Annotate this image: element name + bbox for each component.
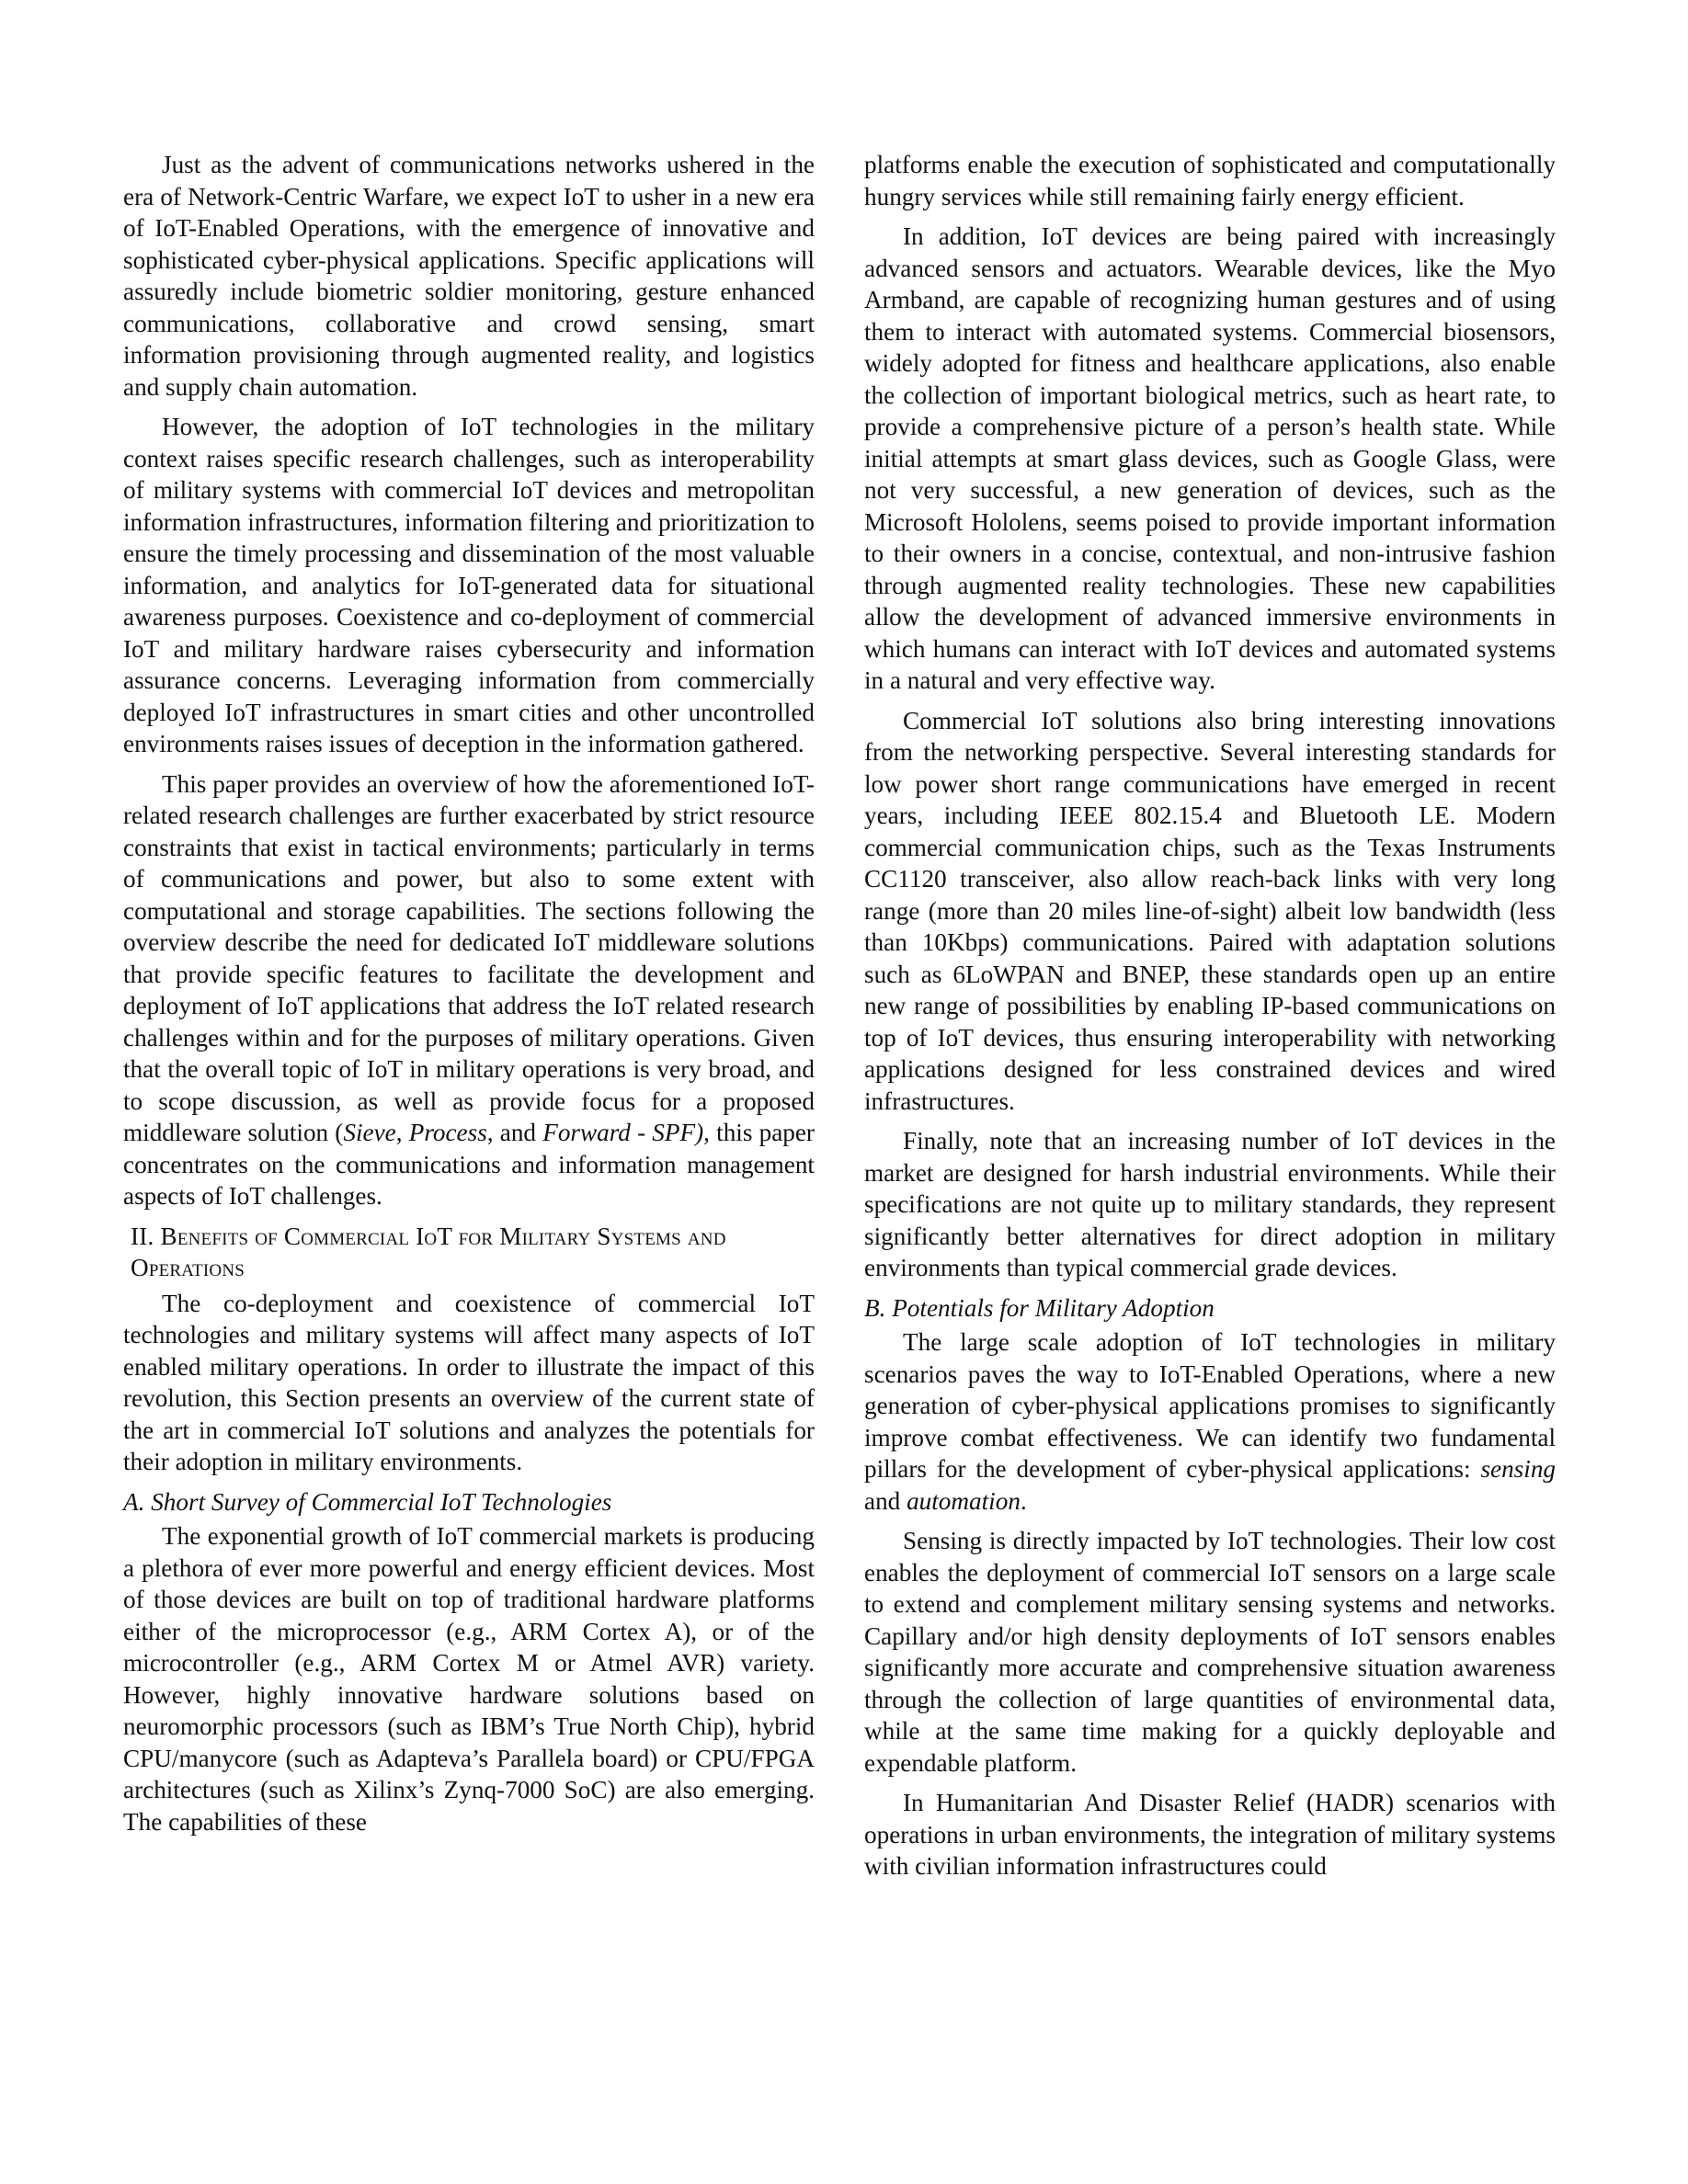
subsection-heading-short-survey: A. Short Survey of Commercial IoT Technologies [123, 1487, 612, 1516]
paragraph-sensors-actuators: In addition, IoT devices are being paired with increasingly advanced sensors and actuators. Wearable devices, like the Myo Armband, are capable of recognizing human gestures and of using them to interact with automated systems. Commercial biosensors, widely adopted for fitness and healthcare applications, also enable the collection of important biological metrics, such as heart rate, to provide a comprehensive picture of a person’s health state. While initial attempts at smart glass devices, such as Google Glass, were not very successful, a new generation of devices, such as the Microsoft Hololens, seems poised to provide important information to their owners in a concise, contextual, and non-intrusive fashion through augmented reality technologies. These new capabilities allow the development of advanced immersive environments in which humans can interact with IoT devices and automated systems in a natural and very effective way. [864, 222, 1556, 694]
paragraph-paper-overview [123, 768, 815, 1212]
paragraph-networking-perspective: Commercial IoT solutions also bring interesting innovations from the networking perspective. Several interesting standards for low power short range communications have emerged in recent years, including IEEE 802.15.4 and Bluetooth LE. Modern commercial communication chips, such as the Texas Instruments CC1120 transceiver, also allow reach-back links with very long range (more than 20 miles line-of-sight) albeit low bandwidth (less than 10Kbps) communications. Paired with adaptation solutions such as 6LoWPAN and BNEP, these standards open up an entire new range of possibilities by enabling IP-based communications on top of IoT devices, thus ensuring interoperability with networking applications designed for less constrained devices and wired infrastructures. [864, 706, 1556, 1115]
sieve-term: Sieve [343, 1119, 396, 1146]
paragraph-co-deployment: The co-deployment and coexistence of commercial IoT technologies and military systems will affect many aspects of IoT enabled military operations. In order to illustrate the impact of this revolution, this Section presents an overview of the current state of the art in commercial IoT solutions and analyzes the potentials for their adoption in military environments. [123, 1289, 815, 1475]
paper-overview-text-a: This paper provides an overview of how the aforementioned IoT-related research challenges are further exacerbated by strict resource constraints that exist in tactical environments; particularly in terms of communications and power, but also to some extent with computational and storage capabilities. The sections following the overview describe the need for dedicated IoT middleware solutions that provide specific features to facilitate the development and deployment of IoT applications that address the IoT related research challenges within and for the purposes of military operations. Given that the overall topic of IoT in military operations is very broad, and to scope discussion, as well as provide focus for a proposed middleware solution ( [123, 769, 815, 1146]
adoption-text: The large scale adoption of IoT technologies in military scenarios paves the way to IoT-Enabled Operations, where a new generation of cyber-physical applications promises to significantly improve combat effectiveness. We can identify two fundamental pillars for the development of cyber-physical applications: [864, 1328, 1556, 1483]
right-column [864, 149, 1556, 1891]
left-column [123, 149, 815, 1846]
process-term: Process [408, 1119, 487, 1146]
forward-term: Forward - SPF) [542, 1119, 704, 1146]
paragraph-research-challenges: However, the adoption of IoT technologies in the military context raises specific research challenges, such as interoperability of military systems with commercial IoT devices and metropolitan information infrastructures, information filtering and prioritization to ensure the timely processing and dissemination of the most valuable information, and analytics for IoT-generated data for situational awareness purposes. Coexistence and co-deployment of commercial IoT and military hardware raises cybersecurity and information assurance concerns. Leveraging information from commercially deployed IoT infrastructures in smart cities and other uncontrolled environments raises issues of deception in the information gathered. [123, 413, 815, 757]
paper-overview-text-b: , this paper concentrates on the communications and information management aspects of IoT challenges. [123, 1119, 815, 1210]
period-text: . [1020, 1486, 1027, 1515]
paragraph-platforms-continued: platforms enable the execution of sophisticated and computationally hungry services while still remaining fairly energy efficient. [864, 151, 1556, 210]
paragraph-exponential-growth: The exponential growth of IoT commercial markets is producing a plethora of ever more powerful and energy efficient devices. Most of those devices are built on top of traditional hardware platforms either of the microprocessor (e.g., ARM Cortex A), or of the microcontroller (e.g., ARM Cortex M or Atmel AVR) variety. However, highly innovative hardware solutions based on neuromorphic processors (such as IBM’s True North Chip), hybrid CPU/manycore (such as Adapteva’s Parallela board) or CPU/FPGA architectures (such as Xilinx’s Zynq-7000 SoC) are also emerging. The capabilities of these [123, 1522, 815, 1836]
comma-text: , [395, 1119, 409, 1146]
and-text: , and [486, 1119, 543, 1146]
section-heading-benefits: II. Benefits of Commercial IoT for Military Systems and Operations [131, 1222, 726, 1281]
paragraph-iot-enabled-operations: Just as the advent of communications networks ushered in the era of Network-Centric Warfare, we expect IoT to usher in a new era of IoT-Enabled Operations, with the emergence of innovative and sophisticated cyber-physical applications. Specific applications will assuredly include biometric soldier monitoring, gesture enhanced communications, collaborative and crowd sensing, smart information provisioning through augmented reality, and logistics and supply chain automation. [123, 151, 815, 401]
automation-term: automation [907, 1486, 1021, 1515]
sensing-term: sensing [1480, 1455, 1556, 1483]
subsection-heading-potentials: B. Potentials for Military Adoption [864, 1293, 1215, 1322]
and-text: and [864, 1486, 907, 1515]
paragraph-harsh-environments: Finally, note that an increasing number of IoT devices in the market are designed for harsh industrial environments. While their specifications are not quite up to military standards, they represent significantly better alternatives for direct adoption in military environments than typical commercial grade devices. [864, 1127, 1556, 1281]
paragraph-hadr-scenarios: In Humanitarian And Disaster Relief (HADR) scenarios with operations in urban environments, the integration of military systems with civilian information infrastructures could [864, 1789, 1556, 1880]
paragraph-large-scale-adoption [864, 1326, 1556, 1517]
paragraph-sensing-impact: Sensing is directly impacted by IoT technologies. Their low cost enables the deployment of commercial IoT sensors on a large scale to extend and complement military sensing systems and networks. Capillary and/or high density deployments of IoT sensors enables significantly more accurate and comprehensive situation awareness through the collection of large quantities of environmental data, while at the same time making for a quickly deployable and expendable platform. [864, 1527, 1556, 1777]
